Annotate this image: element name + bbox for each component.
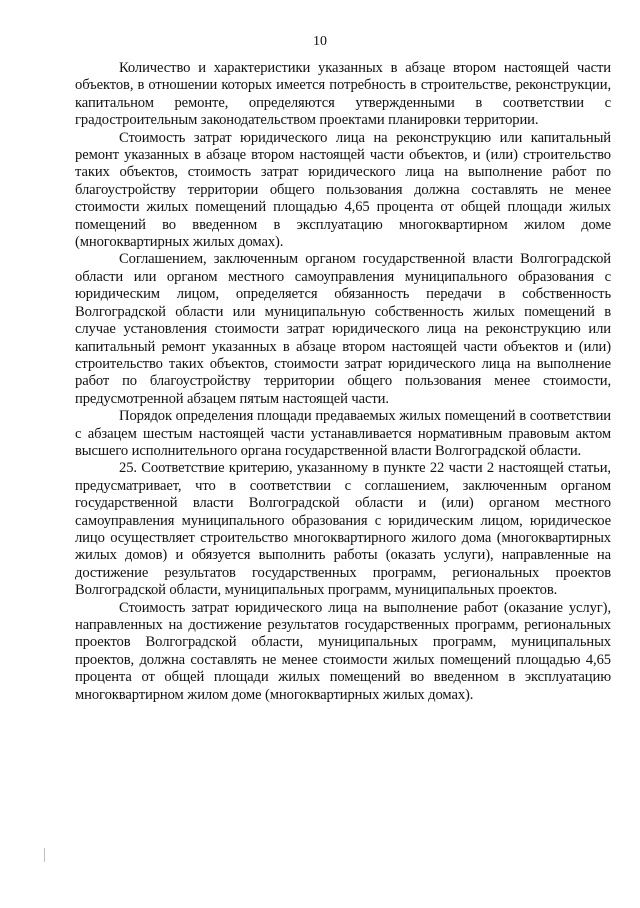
paragraph-object-characteristics: Количество и характеристики указанных в абзаце втором настоящей части объектов, в отношении которых имеется потребность в строительстве, реконструкции, капитальном ремонте, определяются утвержденными в соответствии с градостроительным законодательством проектами планировки территории. — [75, 60, 611, 129]
document-body — [75, 60, 611, 704]
paragraph-criterion-25: 25. Соответствие критерию, указанному в пункте 22 части 2 настоящей статьи, предусматривает, что в соответствии с соглашением, заключенным органом государственной власти Волгоградской области и (или) органом местного самоуправления муниципального образования с юридическим лицом, юридическое лицо осуществляет строительство многоквартирного жилого дома (многоквартирных жилых домов) и обязуется выполнить работы (оказать услуги), направленные на достижение результатов государственных программ, региональных проектов Волгоградской области, муниципальных программ, муниципальных проектов. — [75, 460, 611, 599]
paragraph-cost-of-services: Стоимость затрат юридического лица на выполнение работ (оказание услуг), направленных на достижение результатов государственных программ, региональных проектов Волгоградской области, муниципальных программ, муниципальных проектов, должна составлять не менее стоимости жилых помещений площадью 4,65 процента от общей площади жилых помещений во введенном в эксплуатацию многоквартирном жилом доме (многоквартирных жилых домах). — [75, 599, 611, 703]
paragraph-area-determination-procedure: Порядок определения площади предаваемых жилых помещений в соответствии с абзацем шестым настоящей части устанавливается нормативным правовым актом высшего исполнительного органа государственной власти Волгоградской области. — [75, 408, 611, 459]
paragraph-agreement-obligation: Соглашением, заключенным органом государственной власти Волгоградской области или органом местного самоуправления муниципального образования с юридическим лицом, определяется обязанность передачи в собственность Волгоградской области или муниципальную собственность жилых помещений в случае установления стоимости затрат юридического лица на реконструкцию или капитальный ремонт указанных в абзаце втором настоящей части объектов и (или) строительство таких объектов, стоимости затрат юридического лица на выполнение работ по благоустройству территории общего пользования менее стоимости, предусмотренной абзацем пятым настоящей части. — [75, 251, 611, 407]
page-number: 10 — [313, 34, 327, 49]
scan-margin-mark — [44, 848, 45, 862]
paragraph-cost-of-works: Стоимость затрат юридического лица на реконструкцию или капитальный ремонт указанных в абзаце втором настоящей части объектов, и (или) строительство таких объектов, стоимость затрат юридического лица на выполнение работ по благоустройству территории общего пользования должна составлять не менее стоимости жилых помещений площадью 4,65 процента от общей площади жилых помещений во введенном в эксплуатацию многоквартирном жилом доме (многоквартирных жилых домах). — [75, 129, 611, 251]
